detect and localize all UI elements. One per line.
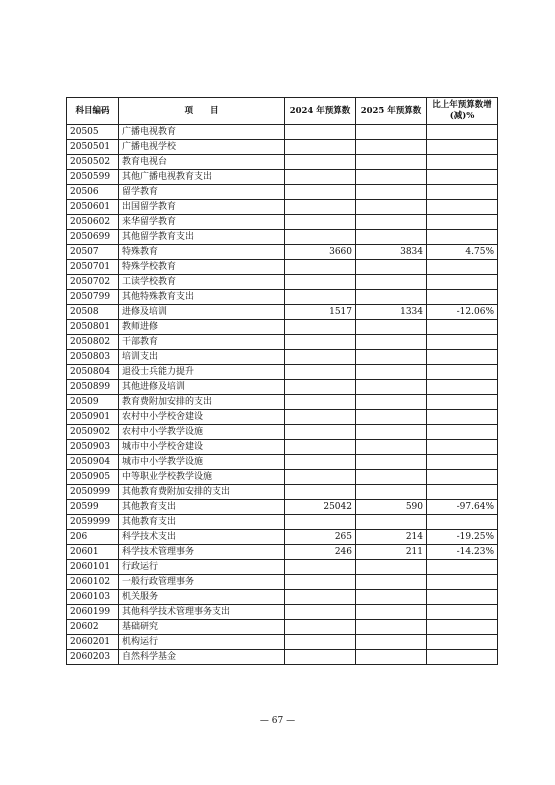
cell-item: 广播电视学校 (119, 140, 285, 155)
page-number: — 67 — (259, 716, 296, 726)
cell-change-pct: -97.64% (427, 500, 498, 515)
cell-budget-2025 (356, 215, 427, 230)
cell-code: 2050903 (67, 440, 119, 455)
cell-change-pct: 4.75% (427, 245, 498, 260)
cell-change-pct (427, 215, 498, 230)
cell-budget-2024 (285, 350, 356, 365)
header-row (67, 98, 498, 125)
table-row (67, 500, 498, 515)
cell-budget-2024 (285, 635, 356, 650)
cell-change-pct (427, 125, 498, 140)
cell-item: 基础研究 (119, 620, 285, 635)
cell-change-pct (427, 470, 498, 485)
cell-item: 特殊学校教育 (119, 260, 285, 275)
cell-budget-2024 (285, 440, 356, 455)
cell-change-pct (427, 590, 498, 605)
cell-code: 2050901 (67, 410, 119, 425)
table-row (67, 140, 498, 155)
table-row (67, 410, 498, 425)
header-budget-2025: 2025 年预算数 (356, 98, 427, 125)
cell-item: 其他广播电视教育支出 (119, 170, 285, 185)
cell-budget-2024 (285, 275, 356, 290)
cell-budget-2025 (356, 455, 427, 470)
table-row (67, 560, 498, 575)
cell-budget-2024 (285, 590, 356, 605)
cell-code: 20506 (67, 185, 119, 200)
cell-code: 2050699 (67, 230, 119, 245)
cell-code: 2050502 (67, 155, 119, 170)
cell-budget-2024 (285, 485, 356, 500)
cell-change-pct (427, 275, 498, 290)
cell-change-pct (427, 560, 498, 575)
table-row (67, 245, 498, 260)
table-row (67, 170, 498, 185)
cell-budget-2025 (356, 155, 427, 170)
table-row (67, 155, 498, 170)
cell-code: 2050905 (67, 470, 119, 485)
table-row (67, 275, 498, 290)
cell-budget-2025 (356, 260, 427, 275)
cell-code: 2060203 (67, 650, 119, 665)
cell-item: 科学技术支出 (119, 530, 285, 545)
cell-budget-2024 (285, 470, 356, 485)
cell-change-pct: -14.23% (427, 545, 498, 560)
cell-item: 农村中小学校舍建设 (119, 410, 285, 425)
cell-budget-2024 (285, 620, 356, 635)
cell-budget-2025 (356, 440, 427, 455)
cell-code: 2050601 (67, 200, 119, 215)
cell-change-pct (427, 170, 498, 185)
cell-budget-2025 (356, 650, 427, 665)
cell-budget-2025 (356, 410, 427, 425)
cell-item: 工读学校教育 (119, 275, 285, 290)
cell-code: 2050999 (67, 485, 119, 500)
cell-code: 2050902 (67, 425, 119, 440)
cell-code: 2050701 (67, 260, 119, 275)
cell-budget-2024 (285, 185, 356, 200)
cell-budget-2024 (285, 380, 356, 395)
table-row (67, 320, 498, 335)
cell-budget-2024 (285, 125, 356, 140)
cell-budget-2025 (356, 185, 427, 200)
table-row (67, 200, 498, 215)
cell-budget-2024: 3660 (285, 245, 356, 260)
cell-code: 2059999 (67, 515, 119, 530)
cell-budget-2025 (356, 590, 427, 605)
cell-budget-2024 (285, 320, 356, 335)
cell-change-pct (427, 605, 498, 620)
cell-change-pct (427, 485, 498, 500)
cell-budget-2025 (356, 125, 427, 140)
cell-change-pct (427, 620, 498, 635)
table-row (67, 290, 498, 305)
cell-item: 农村中小学教学设施 (119, 425, 285, 440)
cell-item: 行政运行 (119, 560, 285, 575)
cell-item: 其他教育支出 (119, 515, 285, 530)
cell-budget-2024 (285, 410, 356, 425)
cell-budget-2025: 3834 (356, 245, 427, 260)
cell-budget-2025 (356, 560, 427, 575)
table-row (67, 425, 498, 440)
cell-item: 其他教育费附加安排的支出 (119, 485, 285, 500)
cell-budget-2025 (356, 395, 427, 410)
budget-table (66, 97, 498, 665)
table-row (67, 395, 498, 410)
header-item: 项 目 (119, 98, 285, 125)
cell-item: 出国留学教育 (119, 200, 285, 215)
cell-budget-2025: 1334 (356, 305, 427, 320)
cell-budget-2024 (285, 230, 356, 245)
cell-change-pct (427, 365, 498, 380)
cell-budget-2025 (356, 170, 427, 185)
cell-budget-2025 (356, 470, 427, 485)
cell-budget-2025 (356, 200, 427, 215)
cell-change-pct (427, 140, 498, 155)
cell-item: 教师进修 (119, 320, 285, 335)
cell-code: 2060201 (67, 635, 119, 650)
cell-code: 2060103 (67, 590, 119, 605)
table-row (67, 590, 498, 605)
cell-budget-2025 (356, 425, 427, 440)
cell-budget-2024 (285, 395, 356, 410)
cell-item: 其他科学技术管理事务支出 (119, 605, 285, 620)
cell-item: 退役士兵能力提升 (119, 365, 285, 380)
cell-code: 206 (67, 530, 119, 545)
cell-code: 20508 (67, 305, 119, 320)
table-row (67, 380, 498, 395)
table-row (67, 125, 498, 140)
cell-item: 教育电视台 (119, 155, 285, 170)
cell-budget-2024 (285, 290, 356, 305)
cell-item: 其他教育支出 (119, 500, 285, 515)
cell-change-pct (427, 230, 498, 245)
cell-budget-2025 (356, 230, 427, 245)
table-row (67, 440, 498, 455)
cell-change-pct (427, 395, 498, 410)
header-code: 科目编码 (67, 98, 119, 125)
cell-code: 20599 (67, 500, 119, 515)
table-row (67, 350, 498, 365)
cell-change-pct (427, 335, 498, 350)
cell-budget-2025 (356, 380, 427, 395)
cell-item: 一般行政管理事务 (119, 575, 285, 590)
table-row (67, 455, 498, 470)
header-budget-2024: 2024 年预算数 (285, 98, 356, 125)
cell-item: 教育费附加安排的支出 (119, 395, 285, 410)
table-row (67, 485, 498, 500)
cell-change-pct (427, 410, 498, 425)
cell-change-pct: -12.06% (427, 305, 498, 320)
cell-item: 留学教育 (119, 185, 285, 200)
cell-budget-2024 (285, 605, 356, 620)
cell-change-pct (427, 155, 498, 170)
cell-budget-2024 (285, 575, 356, 590)
table-row (67, 545, 498, 560)
cell-item: 城市中小学校舍建设 (119, 440, 285, 455)
cell-budget-2025 (356, 290, 427, 305)
table-row (67, 470, 498, 485)
cell-item: 广播电视教育 (119, 125, 285, 140)
table-row (67, 650, 498, 665)
table-row (67, 635, 498, 650)
cell-budget-2024 (285, 155, 356, 170)
table-row (67, 365, 498, 380)
table-body (67, 125, 498, 665)
cell-change-pct (427, 185, 498, 200)
cell-budget-2024 (285, 170, 356, 185)
cell-budget-2024 (285, 455, 356, 470)
cell-budget-2024 (285, 560, 356, 575)
cell-budget-2025 (356, 140, 427, 155)
cell-code: 2050602 (67, 215, 119, 230)
table-row (67, 575, 498, 590)
cell-budget-2025 (356, 620, 427, 635)
cell-code: 2050899 (67, 380, 119, 395)
cell-item: 机关服务 (119, 590, 285, 605)
table-row (67, 260, 498, 275)
cell-budget-2024 (285, 650, 356, 665)
table-row (67, 215, 498, 230)
cell-code: 2060199 (67, 605, 119, 620)
cell-budget-2024: 1517 (285, 305, 356, 320)
cell-code: 2050702 (67, 275, 119, 290)
cell-change-pct (427, 260, 498, 275)
cell-change-pct: -19.25% (427, 530, 498, 545)
cell-change-pct (427, 350, 498, 365)
cell-item: 中等职业学校教学设施 (119, 470, 285, 485)
cell-budget-2025 (356, 350, 427, 365)
cell-budget-2025 (356, 275, 427, 290)
cell-item: 特殊教育 (119, 245, 285, 260)
cell-code: 2050799 (67, 290, 119, 305)
cell-item: 培训支出 (119, 350, 285, 365)
cell-code: 20601 (67, 545, 119, 560)
cell-budget-2025 (356, 365, 427, 380)
cell-budget-2024: 265 (285, 530, 356, 545)
table-row (67, 530, 498, 545)
cell-change-pct (427, 455, 498, 470)
cell-budget-2024 (285, 365, 356, 380)
cell-budget-2024: 25042 (285, 500, 356, 515)
cell-budget-2024 (285, 200, 356, 215)
table-row (67, 605, 498, 620)
cell-budget-2024 (285, 515, 356, 530)
cell-item: 其他留学教育支出 (119, 230, 285, 245)
table-row (67, 515, 498, 530)
cell-code: 20602 (67, 620, 119, 635)
cell-budget-2025: 211 (356, 545, 427, 560)
table-row (67, 335, 498, 350)
cell-budget-2025: 590 (356, 500, 427, 515)
cell-budget-2024 (285, 260, 356, 275)
cell-item: 来华留学教育 (119, 215, 285, 230)
cell-item: 其他进修及培训 (119, 380, 285, 395)
cell-code: 2050599 (67, 170, 119, 185)
table-header (67, 98, 498, 125)
table-row (67, 620, 498, 635)
cell-item: 科学技术管理事务 (119, 545, 285, 560)
cell-change-pct (427, 440, 498, 455)
cell-change-pct (427, 200, 498, 215)
cell-change-pct (427, 380, 498, 395)
cell-change-pct (427, 290, 498, 305)
cell-change-pct (427, 320, 498, 335)
cell-budget-2025 (356, 635, 427, 650)
cell-budget-2024 (285, 425, 356, 440)
cell-change-pct (427, 425, 498, 440)
header-change-pct: 比上年预算数增 (减)% (427, 98, 498, 125)
cell-item: 其他特殊教育支出 (119, 290, 285, 305)
cell-change-pct (427, 575, 498, 590)
cell-budget-2025 (356, 605, 427, 620)
cell-code: 2060102 (67, 575, 119, 590)
cell-code: 2060101 (67, 560, 119, 575)
cell-code: 2050501 (67, 140, 119, 155)
cell-budget-2025: 214 (356, 530, 427, 545)
cell-change-pct (427, 635, 498, 650)
cell-code: 2050802 (67, 335, 119, 350)
cell-item: 机构运行 (119, 635, 285, 650)
table-row (67, 185, 498, 200)
cell-budget-2025 (356, 335, 427, 350)
cell-item: 进修及培训 (119, 305, 285, 320)
cell-code: 2050904 (67, 455, 119, 470)
cell-budget-2025 (356, 485, 427, 500)
table-row (67, 230, 498, 245)
cell-budget-2024: 246 (285, 545, 356, 560)
cell-change-pct (427, 515, 498, 530)
cell-budget-2024 (285, 335, 356, 350)
cell-item: 城市中小学教学设施 (119, 455, 285, 470)
cell-budget-2025 (356, 575, 427, 590)
table-row (67, 305, 498, 320)
cell-item: 自然科学基金 (119, 650, 285, 665)
cell-budget-2024 (285, 215, 356, 230)
cell-code: 20509 (67, 395, 119, 410)
cell-code: 2050803 (67, 350, 119, 365)
cell-budget-2025 (356, 515, 427, 530)
cell-code: 2050801 (67, 320, 119, 335)
cell-code: 20505 (67, 125, 119, 140)
cell-change-pct (427, 650, 498, 665)
cell-item: 干部教育 (119, 335, 285, 350)
cell-code: 20507 (67, 245, 119, 260)
cell-budget-2024 (285, 140, 356, 155)
cell-code: 2050804 (67, 365, 119, 380)
cell-budget-2025 (356, 320, 427, 335)
